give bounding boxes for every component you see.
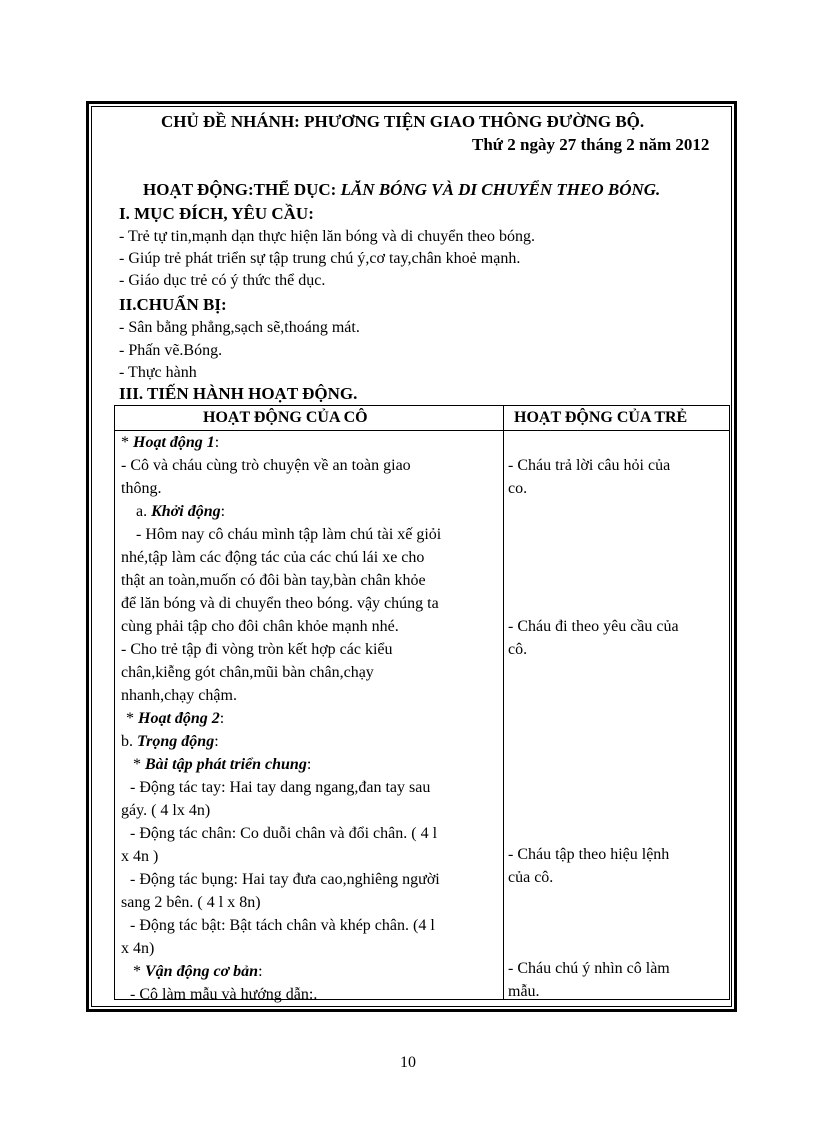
- child-text-line: - Cháu trả lời câu hỏi của: [508, 457, 671, 474]
- child-text-line: - Cháu chú ý nhìn cô làm: [508, 960, 670, 977]
- bullet: *: [126, 710, 138, 727]
- colon: :: [214, 434, 220, 451]
- general-exercise-label: Bài tập phát triển chung: [145, 756, 307, 773]
- section-3-heading: III. TIẾN HÀNH HOẠT ĐỘNG.: [119, 384, 358, 403]
- teacher-text-line: gáy. ( 4 lx 4n): [121, 802, 211, 819]
- teacher-text-line: để lăn bóng và di chuyển theo bóng. vậy chúng ta: [121, 595, 439, 612]
- child-text-line: co.: [508, 480, 528, 497]
- bullet: *: [133, 756, 145, 773]
- teacher-text-line: - Động tác bụng: Hai tay đưa cao,nghiêng người: [130, 871, 440, 888]
- activity-title: [143, 180, 660, 200]
- child-column-header: HOẠT ĐỘNG CỦA TRẺ: [514, 409, 688, 426]
- child-text-line: mẫu.: [508, 983, 540, 1000]
- section-1-item: - Trẻ tự tin,mạnh dạn thực hiện lăn bóng và di chuyển theo bóng.: [119, 228, 535, 245]
- section-1-item: - Giúp trẻ phát triển sự tập trung chú ý,cơ tay,chân khoẻ mạnh.: [119, 250, 521, 267]
- basic-movement-label: Vận động cơ bản: [145, 963, 259, 980]
- child-text-line: cô.: [508, 641, 528, 658]
- teacher-text-line: nhanh,chạy chậm.: [121, 687, 237, 704]
- main-part-label: Trọng động: [137, 733, 215, 750]
- general-exercise-heading: [133, 755, 311, 775]
- teacher-text-line: chân,kiễng gót chân,mũi bàn chân,chạy: [121, 664, 374, 681]
- section-2-item: - Sân bằng phẳng,sạch sẽ,thoáng mát.: [119, 319, 360, 336]
- teacher-text-line: - Động tác bật: Bật tách chân và khép chân. (4 l: [130, 917, 435, 934]
- topic-label: CHỦ ĐỀ NHÁNH:: [161, 112, 300, 131]
- colon: :: [214, 733, 219, 750]
- teacher-text-line: - Cho trẻ tập đi vòng tròn kết hợp các kiểu: [121, 641, 393, 658]
- teacher-text-line: - Hôm nay cô cháu mình tập làm chú tài xế giỏi: [136, 526, 442, 543]
- section-1-heading: I. MỤC ĐÍCH, YÊU CẦU:: [119, 204, 314, 223]
- child-text-line: của cô.: [508, 869, 554, 886]
- teacher-column-header: HOẠT ĐỘNG CỦA CÔ: [203, 409, 368, 426]
- item-letter: b.: [121, 733, 137, 750]
- section-1-item: - Giáo dục trẻ có ý thức thể dục.: [119, 272, 326, 289]
- item-letter: a.: [136, 503, 152, 520]
- teacher-text-line: thật an toàn,muốn có đôi bàn tay,bàn chân khỏe: [121, 572, 426, 589]
- activity-1-label: Hoạt động 1: [133, 434, 215, 451]
- child-text-line: - Cháu tập theo hiệu lệnh: [508, 846, 670, 863]
- warmup-label: Khởi động: [151, 503, 221, 520]
- teacher-text-line: thông.: [121, 480, 162, 497]
- teacher-text-line: - Cô làm mẫu và hướng dẫn:.: [130, 986, 318, 1003]
- teacher-text-line: - Cô và cháu cùng trò chuyện về an toàn giao: [121, 457, 411, 474]
- section-2-item: - Thực hành: [119, 364, 197, 381]
- child-text-line: - Cháu đi theo yêu cầu của: [508, 618, 679, 635]
- activity-name: LĂN BÓNG VÀ DI CHUYỂN THEO BÓNG.: [340, 180, 661, 199]
- teacher-text-line: sang 2 bên. ( 4 l x 8n): [121, 894, 261, 911]
- basic-movement-heading: [133, 962, 263, 982]
- activity-2-heading: [126, 709, 224, 729]
- section-2-heading: II.CHUẨN BỊ:: [119, 295, 227, 314]
- teacher-text-line: x 4n ): [121, 848, 159, 865]
- main-part-heading: [121, 732, 219, 752]
- page-number: 10: [400, 1054, 416, 1071]
- colon: :: [258, 963, 263, 980]
- bullet: *: [133, 963, 145, 980]
- section-2-item: - Phấn vẽ.Bóng.: [119, 342, 223, 359]
- teacher-text-line: x 4n): [121, 940, 155, 957]
- colon: :: [220, 503, 226, 520]
- teacher-text-line: - Động tác chân: Co duỗi chân và đổi chân. ( 4 l: [130, 825, 438, 842]
- table-header-divider: [114, 430, 730, 431]
- colon: :: [219, 710, 225, 727]
- lesson-date: Thứ 2 ngày 27 tháng 2 năm 2012: [472, 135, 710, 154]
- teacher-text-line: cùng phải tập cho đôi chân khỏe mạnh nhé.: [121, 618, 399, 635]
- teacher-text-line: - Động tác tay: Hai tay dang ngang,đan tay sau: [130, 779, 431, 796]
- topic-heading: [161, 112, 644, 132]
- activity-1-heading: [121, 433, 219, 453]
- activity-2-label: Hoạt động 2: [138, 710, 220, 727]
- bullet: *: [121, 434, 133, 451]
- colon: :: [306, 756, 312, 773]
- table-column-divider: [503, 405, 504, 1000]
- teacher-text-line: nhé,tập làm các động tác của các chú lái xe cho: [121, 549, 425, 566]
- warmup-heading: [136, 502, 225, 522]
- activity-label: HOẠT ĐỘNG:THỂ DỤC:: [143, 180, 337, 199]
- topic-value: PHƯƠNG TIỆN GIAO THÔNG ĐƯỜNG BỘ.: [304, 112, 645, 131]
